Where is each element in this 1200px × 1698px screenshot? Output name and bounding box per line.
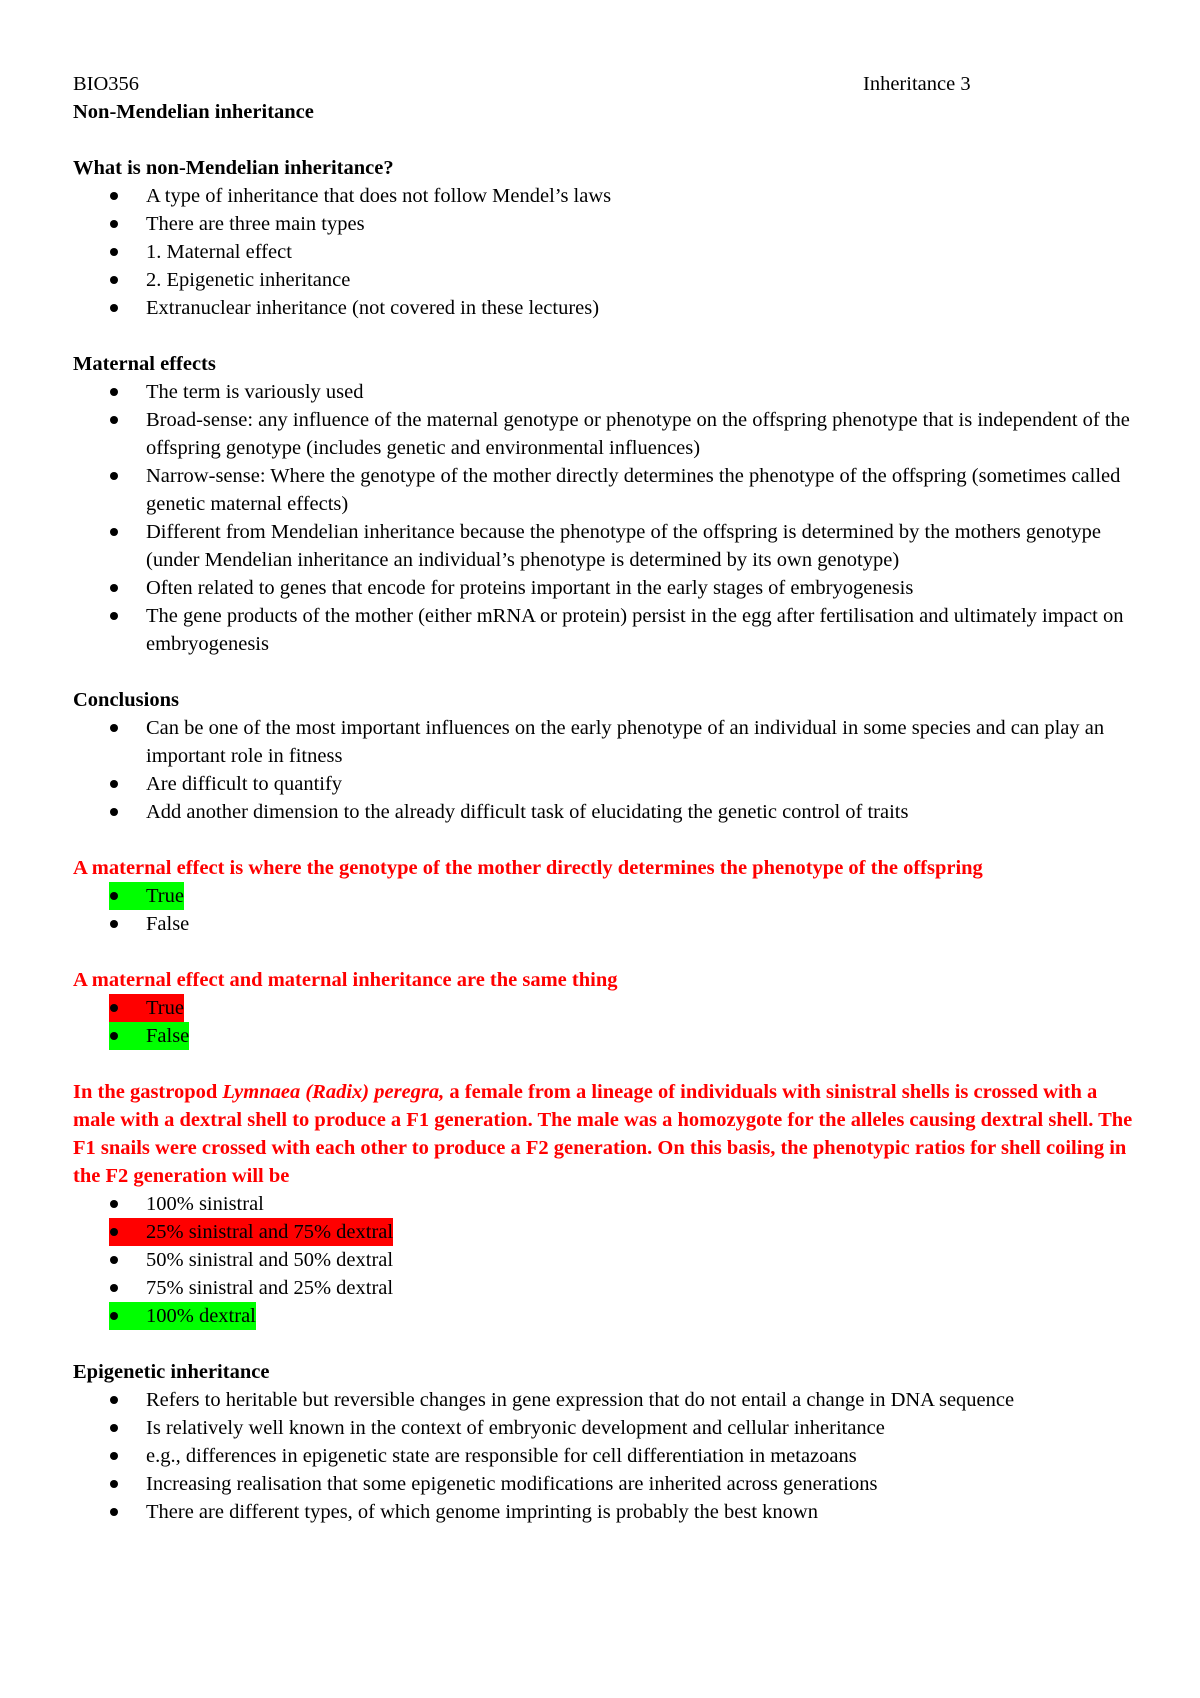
answer-option	[73, 994, 1133, 1022]
bullet-icon	[110, 1508, 118, 1516]
answer-option	[73, 1190, 1133, 1218]
quiz-options-2	[73, 994, 1133, 1050]
list-item-text: True	[146, 885, 184, 907]
answer-option	[73, 882, 1133, 910]
course-code: BIO356	[73, 73, 140, 95]
question-3-body: a female from a lineage of individuals with sinistral shells is crossed with a male with a dextral shell to produce a F1 generation. The male was a homozygote for the alleles causing dextral shell. The F1 snails were crossed with each other to produce a F2 generation. On this basis, the phenotypic ratios for shell coiling in the F2 generation will be	[73, 1081, 1133, 1187]
bullet-icon	[110, 528, 118, 536]
page-header	[73, 70, 1133, 98]
bullet-icon	[110, 1004, 118, 1012]
list-item	[73, 1498, 1133, 1526]
bullet-icon	[110, 1284, 118, 1292]
list-item-text: True	[146, 997, 184, 1019]
list-item	[73, 574, 1133, 602]
bullet-icon	[110, 220, 118, 228]
list-item-text: Can be one of the most important influences on the early phenotype of an individual in some species and can play an important role in fitness	[146, 717, 1105, 767]
list-item	[73, 1470, 1133, 1498]
list-item-text: There are different types, of which genome imprinting is probably the best known	[146, 1501, 818, 1523]
bullet-list-non-mendelian	[73, 182, 1133, 322]
bullet-icon	[110, 416, 118, 424]
bullet-icon	[110, 1200, 118, 1208]
species-name: Lymnaea (Radix) peregra,	[222, 1081, 445, 1103]
section-heading-epigenetic: Epigenetic inheritance	[73, 1361, 270, 1383]
list-item	[73, 238, 1133, 266]
list-item-text: The gene products of the mother (either mRNA or protein) persist in the egg after fertilisation and ultimately impact on embryogenesis	[146, 605, 1124, 655]
bullet-icon	[110, 892, 118, 900]
bullet-icon	[110, 1424, 118, 1432]
list-item-text: 100% dextral	[146, 1305, 256, 1327]
list-item-text: Different from Mendelian inheritance because the phenotype of the offspring is determined by the mothers genotype (under Mendelian inheritance an individual’s phenotype is determined by its own genotype)	[146, 521, 1102, 571]
list-item-text: Add another dimension to the already difficult task of elucidating the genetic control of traits	[146, 801, 909, 823]
list-item	[73, 1442, 1133, 1470]
list-item-text: There are three main types	[146, 213, 365, 235]
list-item	[73, 714, 1133, 770]
list-item-text: Refers to heritable but reversible changes in gene expression that do not entail a change in DNA sequence	[146, 1389, 1015, 1411]
bullet-icon	[110, 1452, 118, 1460]
list-item	[73, 1414, 1133, 1442]
answer-option	[73, 1218, 1133, 1246]
list-item-text: 25% sinistral and 75% dextral	[146, 1221, 394, 1243]
list-item-text: A type of inheritance that does not follow Mendel’s laws	[146, 185, 612, 207]
bullet-icon	[110, 724, 118, 732]
quiz-question-2: A maternal effect and maternal inheritance are the same thing	[73, 969, 618, 991]
section-heading-maternal-effects: Maternal effects	[73, 353, 216, 375]
list-item	[73, 294, 1133, 322]
list-item-text: False	[146, 1025, 190, 1047]
bullet-icon	[110, 612, 118, 620]
bullet-icon	[110, 1396, 118, 1404]
document-page	[73, 70, 1133, 1526]
section-heading-non-mendelian: What is non-Mendelian inheritance?	[73, 157, 394, 179]
bullet-icon	[110, 780, 118, 788]
list-item	[73, 798, 1133, 826]
list-item-text: Increasing realisation that some epigenetic modifications are inherited across generations	[146, 1473, 878, 1495]
quiz-options-3	[73, 1190, 1133, 1330]
answer-option	[73, 1274, 1133, 1302]
bullet-list-epigenetic	[73, 1386, 1133, 1526]
list-item-text: 50% sinistral and 50% dextral	[146, 1249, 394, 1271]
bullet-icon	[110, 1256, 118, 1264]
quiz-question-3	[73, 1078, 1133, 1190]
answer-option	[73, 910, 1133, 938]
list-item-text: Is relatively well known in the context of embryonic development and cellular inheritance	[146, 1417, 885, 1439]
list-item-text: Are difficult to quantify	[146, 773, 343, 795]
list-item	[73, 602, 1133, 658]
list-item	[73, 406, 1133, 462]
list-item	[73, 210, 1133, 238]
list-item-text: Extranuclear inheritance (not covered in these lectures)	[146, 297, 600, 319]
bullet-icon	[110, 304, 118, 312]
bullet-icon	[110, 1312, 118, 1320]
list-item-text: The term is variously used	[146, 381, 364, 403]
list-item	[73, 378, 1133, 406]
list-item-text: Broad-sense: any influence of the maternal genotype or phenotype on the offspring phenotype that is independent of the offspring genotype (includes genetic and environmental influences)	[146, 409, 1130, 459]
list-item-text: 2. Epigenetic inheritance	[146, 269, 351, 291]
bullet-icon	[110, 276, 118, 284]
list-item	[73, 182, 1133, 210]
question-3-intro: In the gastropod	[73, 1081, 223, 1103]
list-item-text: 100% sinistral	[146, 1193, 264, 1215]
list-item	[73, 518, 1133, 574]
list-item-text: e.g., differences in epigenetic state are responsible for cell differentiation in metazoans	[146, 1445, 857, 1467]
answer-option	[73, 1302, 1133, 1330]
bullet-icon	[110, 1480, 118, 1488]
bullet-icon	[110, 584, 118, 592]
list-item-text: False	[146, 913, 190, 935]
bullet-icon	[110, 472, 118, 480]
bullet-list-conclusions	[73, 714, 1133, 826]
bullet-icon	[110, 248, 118, 256]
lecture-tag: Inheritance 3	[863, 73, 971, 95]
bullet-list-maternal-effects	[73, 378, 1133, 658]
list-item	[73, 266, 1133, 294]
bullet-icon	[110, 192, 118, 200]
bullet-icon	[110, 388, 118, 396]
list-item-text: 75% sinistral and 25% dextral	[146, 1277, 394, 1299]
answer-option	[73, 1246, 1133, 1274]
list-item	[73, 462, 1133, 518]
quiz-question-1: A maternal effect is where the genotype of the mother directly determines the phenotype of the offspring	[73, 857, 983, 879]
section-heading-conclusions: Conclusions	[73, 689, 179, 711]
list-item-text: Often related to genes that encode for proteins important in the early stages of embryogenesis	[146, 577, 914, 599]
list-item-text: Narrow-sense: Where the genotype of the mother directly determines the phenotype of the offspring (sometimes called genetic maternal effects)	[146, 465, 1121, 515]
bullet-icon	[110, 1228, 118, 1236]
answer-option	[73, 1022, 1133, 1050]
document-title: Non-Mendelian inheritance	[73, 101, 314, 123]
bullet-icon	[110, 1032, 118, 1040]
list-item-text: 1. Maternal effect	[146, 241, 292, 263]
quiz-options-1	[73, 882, 1133, 938]
list-item	[73, 1386, 1133, 1414]
list-item	[73, 770, 1133, 798]
bullet-icon	[110, 920, 118, 928]
bullet-icon	[110, 808, 118, 816]
